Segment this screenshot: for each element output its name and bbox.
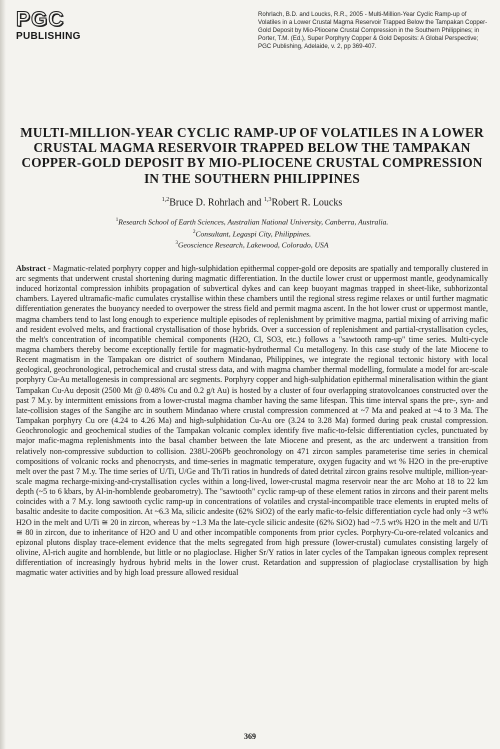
abstract-heading: Abstract [16,263,46,273]
affiliation-1-sup: 1 [115,218,119,224]
affiliation-2 [16,228,488,240]
publisher-logo-mark: PGC [16,8,65,31]
page-header [16,0,488,51]
author-1-affil-sup: 1,2 [161,196,170,203]
publisher-logo-subtitle: PUBLISHING [16,31,81,42]
author-joiner: and [244,197,264,209]
publisher-logo [16,10,126,42]
paper-title: MULTI-MILLION-YEAR CYCLIC RAMP-UP OF VOLATILES IN A LOWER CRUSTAL MAGMA RESERVOIR TRAPPED BELOW THE TAMPAKAN COPPER-GOLD DEPOSIT BY MIO-PLIOCENE CRUSTAL COMPRESSION IN THE SOUTHERN PHILIPPINES [20,125,484,186]
affiliation-1-text: Research School of Earth Sciences, Australian National University, Canberra, Australia. [118,217,389,227]
affiliation-2-sup: 2 [192,229,196,235]
citation-block: Rohrlach, B.D. and Loucks, R.R., 2005 - Multi-Million-Year Cyclic Ramp-up of Volatiles in a Lower Crustal Magma Reservoir Trapped Below the Tampakan Copper-Gold Deposit by Mio-Pliocene Crustal Compression in the Southern Philippines; in Porter, T.M. (Ed.), Super Porphyry Copper & Gold Deposits: A Global Perspective; PGC Publishing, Adelaide, v. 2, pp 369-407. [258,11,488,50]
affiliation-3 [16,239,488,251]
affiliation-2-text: Consultant, Legaspi City, Philippines. [195,229,312,239]
abstract-body: - Magmatic-related porphyry copper and high-sulphidation epithermal copper-gold ore deposits are spatially and temporally clustered in arc segments that underwent crustal shortening during magmatic differentiation. In the ductile lower crust or uppermost mantle, geodynamically induced horizontal compression inhibits propagation of subvertical dykes and can keep buoyant magmas trapped in sheet-like, subhorizontal chambers. Layered ultramafic-mafic cumulates crystallise within these chambers until the regional stress regime relaxes or until further magmatic differentiation generates the buoyancy needed to overpower the stress field and permit magma ascent. In the hot lower crust or uppermost mantle, magma chambers tend to last long enough to experience multiple episodes of replenishment by primitive magma, partial mixing of arriving mafic and resident evolved melts, and fractional crystallisation of those hybrids. Over a succession of replenishment and partial-crystallisation cycles, the melt's concentration of incompatible chemical components (H2O, Cl, SO3, etc.) follows a "sawtooth ramp-up" time series. Multi-cycle magma chambers thereby become exceptionally fertile for magmatic-hydrothermal Cu metallogeny. In this case study of the late Miocene to Recent magmatism in the Tampakan ore district of southern Mindanao, Philippines, we integrate the regional tectonic history with local geological, geochronological, petrochemical and crustal stress data, and with magma chamber thermal modelling, formulate a model for arc-scale porphyry Cu-Au metallogenesis in compressional arc segments. Porphyry copper and high-sulphidation epithermal mineralisation within the giant Tampakan Cu-Au deposit (2500 Mt @ 0.48% Cu and 0.2 g/t Au) is hosted by a cluster of four overlapping stratovolcanoes constructed over the past 7 M.y. by intermittent emissions from a lower-crustal magma chamber having the same lifespan. This time interval spans the pre-, syn- and late-collision stages of the Sangihe arc in southern Mindanao where crustal compression commenced at ~7 Ma and peaked at ~4 to 3 Ma. The Tampakan porphyry Cu ore (4.24 to 4.26 Ma) and high-sulphidation Cu-Au ore (3.24 to 3.28 Ma) formed during peak crustal compression. Geochronologic and geochemical studies of the Tampakan volcanic complex identify five mafic-to-felsic differentiation cycles, punctuated by major mafic-magma replenishments into the basal chamber between the late Miocene and present, as the arc underwent a transition from relatively non-compressive subduction to collision. 238U-206Pb geochronology on 471 zircon samples parameterise time series in chemical compositions of volcanic rocks and phenocrysts, and time-series in magmatic temperature, oxygen fugacity and wt % H2O in the pre-eruptive melt over the past 7 M.y. The time series of U/Ti, U/Ge and Th/Ti ratios in hundreds of dated detrital zircon grains resolve multiple, million-year-scale magma recharge-mixing-and-crystallisation cycles within a long-lived, lower-crustal magma reservoir near the arc Moho at 18 to 22 km depth (~5 to 6 kbars, by Al-in-hornblende geobarometry). The "sawtooth" cyclic ramp-up of these element ratios in zircons and their parent melts coincides with a 7 M.y. long sawtooth cyclic ramp-up in concentrations of volatiles and crystal-incompatible trace elements in erupted melts of basaltic andesite to dacite composition. At ~6.3 Ma, silicic andesite (62% SiO2) of the early mafic-to-felsic differentiation cycle had only ~3 wt% H2O in the melt and U/Ti ≅ 20 in zircon, whereas by ~1.3 Ma the late-cycle silicic andesite (62% SiO2) had ~7.5 wt% H2O in the melt and U/Ti ≅ 80 in zircon, due to inheritance of H2O and U and other incompatible components from prior cycles. Porphyry-Cu-ore-related volcanics and epizonal plutons display trace-element evidence that the melts segregated from high pressure (lower-crustal) cumulates consisting largely of olivine, Al-rich augite and hornblende, but little or no plagioclase. Higher Sr/Y ratios in later cycles of the Tampakan igneous complex represent differentiation of increasingly hydrous hybrid melts in the lower crust. Retardation and suppression of plagioclase crystallisation by high magmatic water activities and by high load pressure allowed residual [16,263,488,578]
abstract [16,264,488,579]
affiliations [16,216,488,251]
affiliation-3-text: Geoscience Research, Lakewood, Colorado, USA [177,240,329,250]
author-2-affil-sup: 1,3 [263,196,272,203]
author-2-name: Robert R. Loucks [271,197,343,209]
page-number: 369 [244,732,256,741]
author-line [16,197,488,208]
affiliation-3-sup: 3 [175,241,178,247]
page-spine-shadow [0,0,6,749]
author-1-name: Bruce D. Rohrlach [169,197,245,209]
affiliation-1 [16,216,488,228]
